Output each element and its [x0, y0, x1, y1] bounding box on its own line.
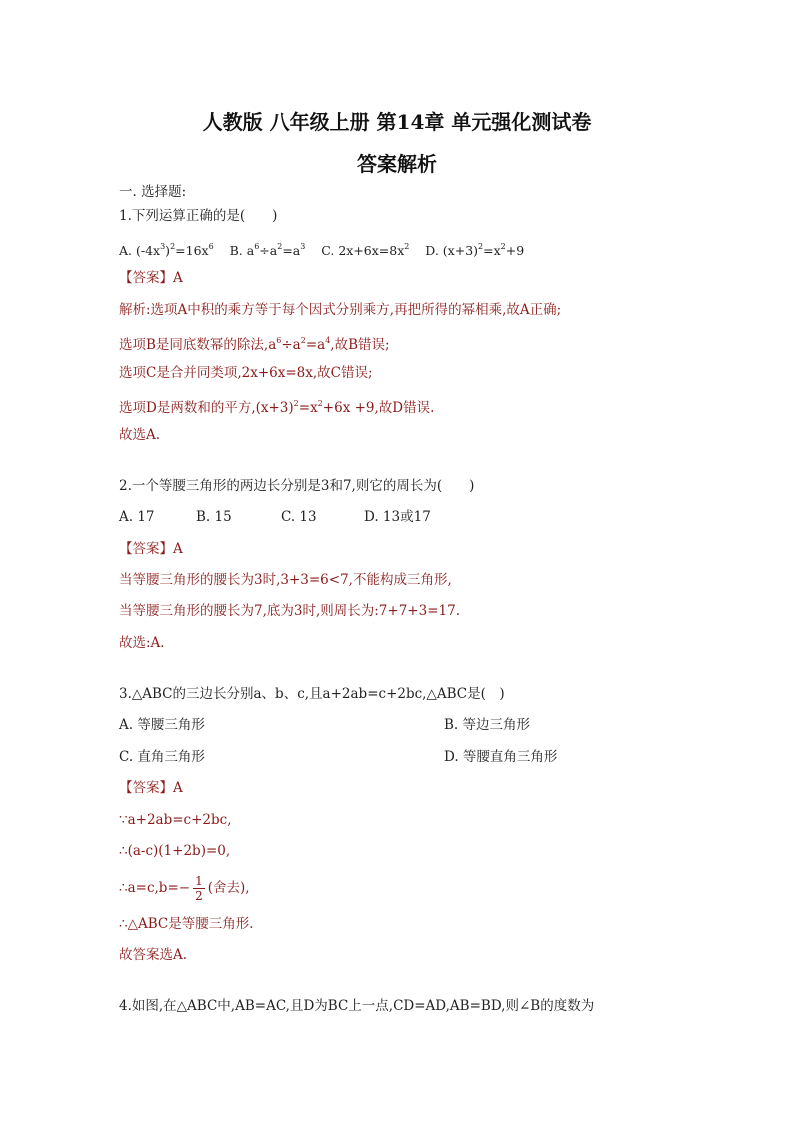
q2-explanation-2: 当等腰三角形的腰长为7,底为3时,则周长为:7+7+3=17. [119, 603, 460, 619]
q3-option-b: B. 等边三角形 [444, 717, 531, 733]
document-subtitle: 答案解析 [357, 152, 437, 176]
q3-explanation-2: ∴(a-c)(1+2b)=0, [119, 843, 231, 859]
q2-answer: 【答案】A [119, 541, 183, 557]
q4-stem: 4.如图,在△ABC中,AB=AC,且D为BC上一点,CD=AD,AB=BD,则∠B的度数为 [119, 998, 595, 1014]
q1-stem: 1.下列运算正确的是( ) [119, 208, 278, 224]
q1-answer: 【答案】A [119, 270, 183, 286]
q3-conclusion: 故答案选A. [119, 947, 188, 963]
q2-stem: 2.一个等腰三角形的两边长分别是3和7,则它的周长为( ) [119, 478, 475, 494]
q1-explanation-3: 选项C是合并同类项,2x+6x=8x,故C错误; [119, 365, 373, 381]
q1-options [119, 237, 524, 261]
q3-option-a: A. 等腰三角形 [119, 717, 205, 733]
q2-option-c: C. 13 [281, 509, 317, 525]
q1-option-d: D. $(x+3)^2=x^2+9$ [425, 242, 525, 258]
q1-option-a: A. $(-4x^3)^2=16x^6$ [119, 242, 214, 258]
section-heading: 一. 选择题: [119, 184, 187, 200]
q3-option-d: D. 等腰直角三角形 [444, 749, 558, 765]
q1-explanation-4: 选项D是两数和的平方$,(x+3)^2=x^2+6x +9$,故D错误. [119, 399, 435, 416]
q2-option-a: A. 17 [119, 509, 155, 525]
q3-option-c: C. 直角三角形 [119, 749, 205, 765]
q1-option-c: C. $2x+6x=8x^2$ [321, 242, 410, 258]
q1-conclusion: 故选A. [119, 427, 161, 443]
q3-stem: 3.△ABC的三边长分别a、b、c,且a+2ab=c+2bc,△ABC是( ) [119, 686, 505, 702]
q1-option-b: B. $a^6\div a^2=a^3$ [229, 242, 306, 258]
q2-option-d: D. 13或17 [364, 509, 431, 525]
document-title: 人教版 八年级上册 第14章 单元强化测试卷 [202, 110, 592, 134]
q2-conclusion: 故选:A. [119, 635, 165, 651]
q3-explanation-1: ∵a+2ab=c+2bc, [119, 812, 232, 828]
q3-explanation-4: ∴△ABC是等腰三角形. [119, 916, 254, 932]
q2-option-b: B. 15 [196, 509, 232, 525]
q1-explanation-2: 选项B是同底数幂的除法$,a^6\div a^2=a^4$,故B错误; [119, 336, 390, 353]
q2-explanation-1: 当等腰三角形的腰长为3时,3+3=6<7,不能构成三角形, [119, 572, 452, 588]
fraction-one-half: $\frac{1}{2}$ [195, 874, 203, 903]
q3-answer: 【答案】A [119, 780, 183, 796]
q1-explanation-1: 解析:选项A中积的乘方等于每个因式分别乘方,再把所得的幂相乘,故A正确; [119, 302, 562, 318]
q3-explanation-3: ∴a=c,b=− $\frac{1}{2}$ (舍去), [119, 874, 250, 903]
